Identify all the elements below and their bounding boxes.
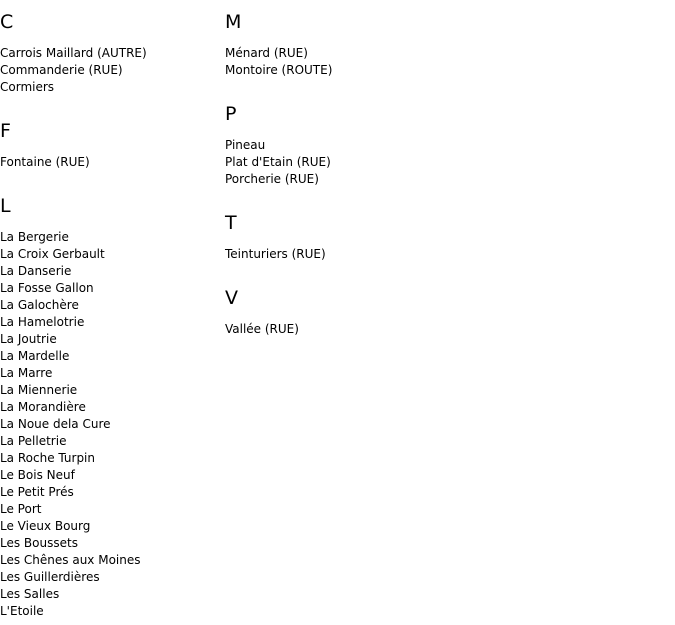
street-link[interactable]: Fontaine (RUE) (0, 155, 90, 169)
street-list-item (0, 263, 215, 280)
street-list (225, 321, 440, 338)
street-list (225, 45, 440, 79)
letter-group-v (225, 287, 440, 338)
street-list-item (225, 246, 440, 263)
letter-group-p (225, 103, 440, 188)
street-list-item (0, 552, 215, 569)
street-list-item (0, 518, 215, 535)
street-link[interactable]: Cormiers (0, 80, 55, 94)
street-link[interactable]: Les Guillerdières (0, 570, 100, 584)
letter-heading: T (225, 212, 237, 234)
street-list (0, 45, 215, 96)
street-list-item (0, 365, 215, 382)
street-link[interactable]: Le Vieux Bourg (0, 519, 91, 533)
street-link[interactable]: La Noue dela Cure (0, 417, 111, 431)
street-list-item (225, 154, 440, 171)
street-list-item (0, 314, 215, 331)
letter-group-t (225, 212, 440, 263)
street-list-item (0, 416, 215, 433)
street-list-item (225, 45, 440, 62)
group-spacer (225, 188, 440, 212)
street-list-item (0, 280, 215, 297)
street-list-item (0, 246, 215, 263)
street-list-item (0, 154, 215, 171)
street-link[interactable]: La Marre (0, 366, 53, 380)
group-spacer (225, 263, 440, 287)
letter-heading: P (225, 103, 237, 125)
letter-group-m (225, 11, 440, 79)
street-link[interactable]: Les Boussets (0, 536, 78, 550)
street-link[interactable]: Le Bois Neuf (0, 468, 75, 482)
street-list-item (0, 603, 215, 620)
street-link[interactable]: Plat d'Etain (RUE) (225, 155, 331, 169)
street-link[interactable]: La Mardelle (0, 349, 70, 363)
street-list-item (0, 348, 215, 365)
street-link[interactable]: La Galochère (0, 298, 79, 312)
letter-group-c (0, 11, 215, 96)
street-list-item (0, 229, 215, 246)
street-list-item (0, 79, 215, 96)
street-link[interactable]: La Danserie (0, 264, 72, 278)
street-link[interactable]: Le Petit Prés (0, 485, 74, 499)
letter-heading: V (225, 287, 238, 309)
street-list (225, 137, 440, 188)
street-link[interactable]: Les Salles (0, 587, 60, 601)
street-list-item (0, 297, 215, 314)
street-link[interactable]: Commanderie (RUE) (0, 63, 123, 77)
street-list-item (0, 535, 215, 552)
street-list-item (0, 45, 215, 62)
street-list (0, 154, 215, 171)
street-list-item (225, 62, 440, 79)
street-list-item (0, 399, 215, 416)
street-list-item (0, 433, 215, 450)
street-link[interactable]: La Bergerie (0, 230, 69, 244)
street-link[interactable]: L'Etoile (0, 604, 44, 618)
street-list-item (0, 569, 215, 586)
letter-group-l (0, 195, 215, 620)
street-list-item (225, 321, 440, 338)
street-index-right-column (225, 11, 440, 338)
street-index-left-column (0, 11, 215, 620)
street-link[interactable]: La Fosse Gallon (0, 281, 94, 295)
street-link[interactable]: Teinturiers (RUE) (225, 247, 326, 261)
letter-heading: C (0, 11, 14, 33)
street-list-item (225, 137, 440, 154)
street-list (225, 246, 440, 263)
street-list-item (0, 62, 215, 79)
street-link[interactable]: La Hamelotrie (0, 315, 85, 329)
street-list-item (0, 586, 215, 603)
group-spacer (0, 171, 215, 195)
street-list-item (0, 450, 215, 467)
letter-heading: M (225, 11, 242, 33)
letter-group-f (0, 120, 215, 171)
street-link[interactable]: La Roche Turpin (0, 451, 95, 465)
street-list (0, 229, 215, 620)
street-link[interactable]: La Pelletrie (0, 434, 67, 448)
street-link[interactable]: Vallée (RUE) (225, 322, 299, 336)
street-link[interactable]: La Croix Gerbault (0, 247, 105, 261)
street-link[interactable]: La Morandière (0, 400, 86, 414)
street-link[interactable]: Carrois Maillard (AUTRE) (0, 46, 147, 60)
street-list-item (0, 331, 215, 348)
street-list-item (0, 501, 215, 518)
group-spacer (225, 79, 440, 103)
street-list-item (225, 171, 440, 188)
street-link[interactable]: Le Port (0, 502, 42, 516)
street-link[interactable]: Les Chênes aux Moines (0, 553, 141, 567)
street-list-item (0, 467, 215, 484)
street-link[interactable]: La Miennerie (0, 383, 78, 397)
street-link[interactable]: La Joutrie (0, 332, 57, 346)
street-link[interactable]: Pineau (225, 138, 266, 152)
street-link[interactable]: Ménard (RUE) (225, 46, 308, 60)
street-list-item (0, 484, 215, 501)
street-link[interactable]: Montoire (ROUTE) (225, 63, 333, 77)
letter-heading: L (0, 195, 11, 217)
group-spacer (0, 96, 215, 120)
letter-heading: F (0, 120, 11, 142)
street-link[interactable]: Porcherie (RUE) (225, 172, 319, 186)
street-list-item (0, 382, 215, 399)
